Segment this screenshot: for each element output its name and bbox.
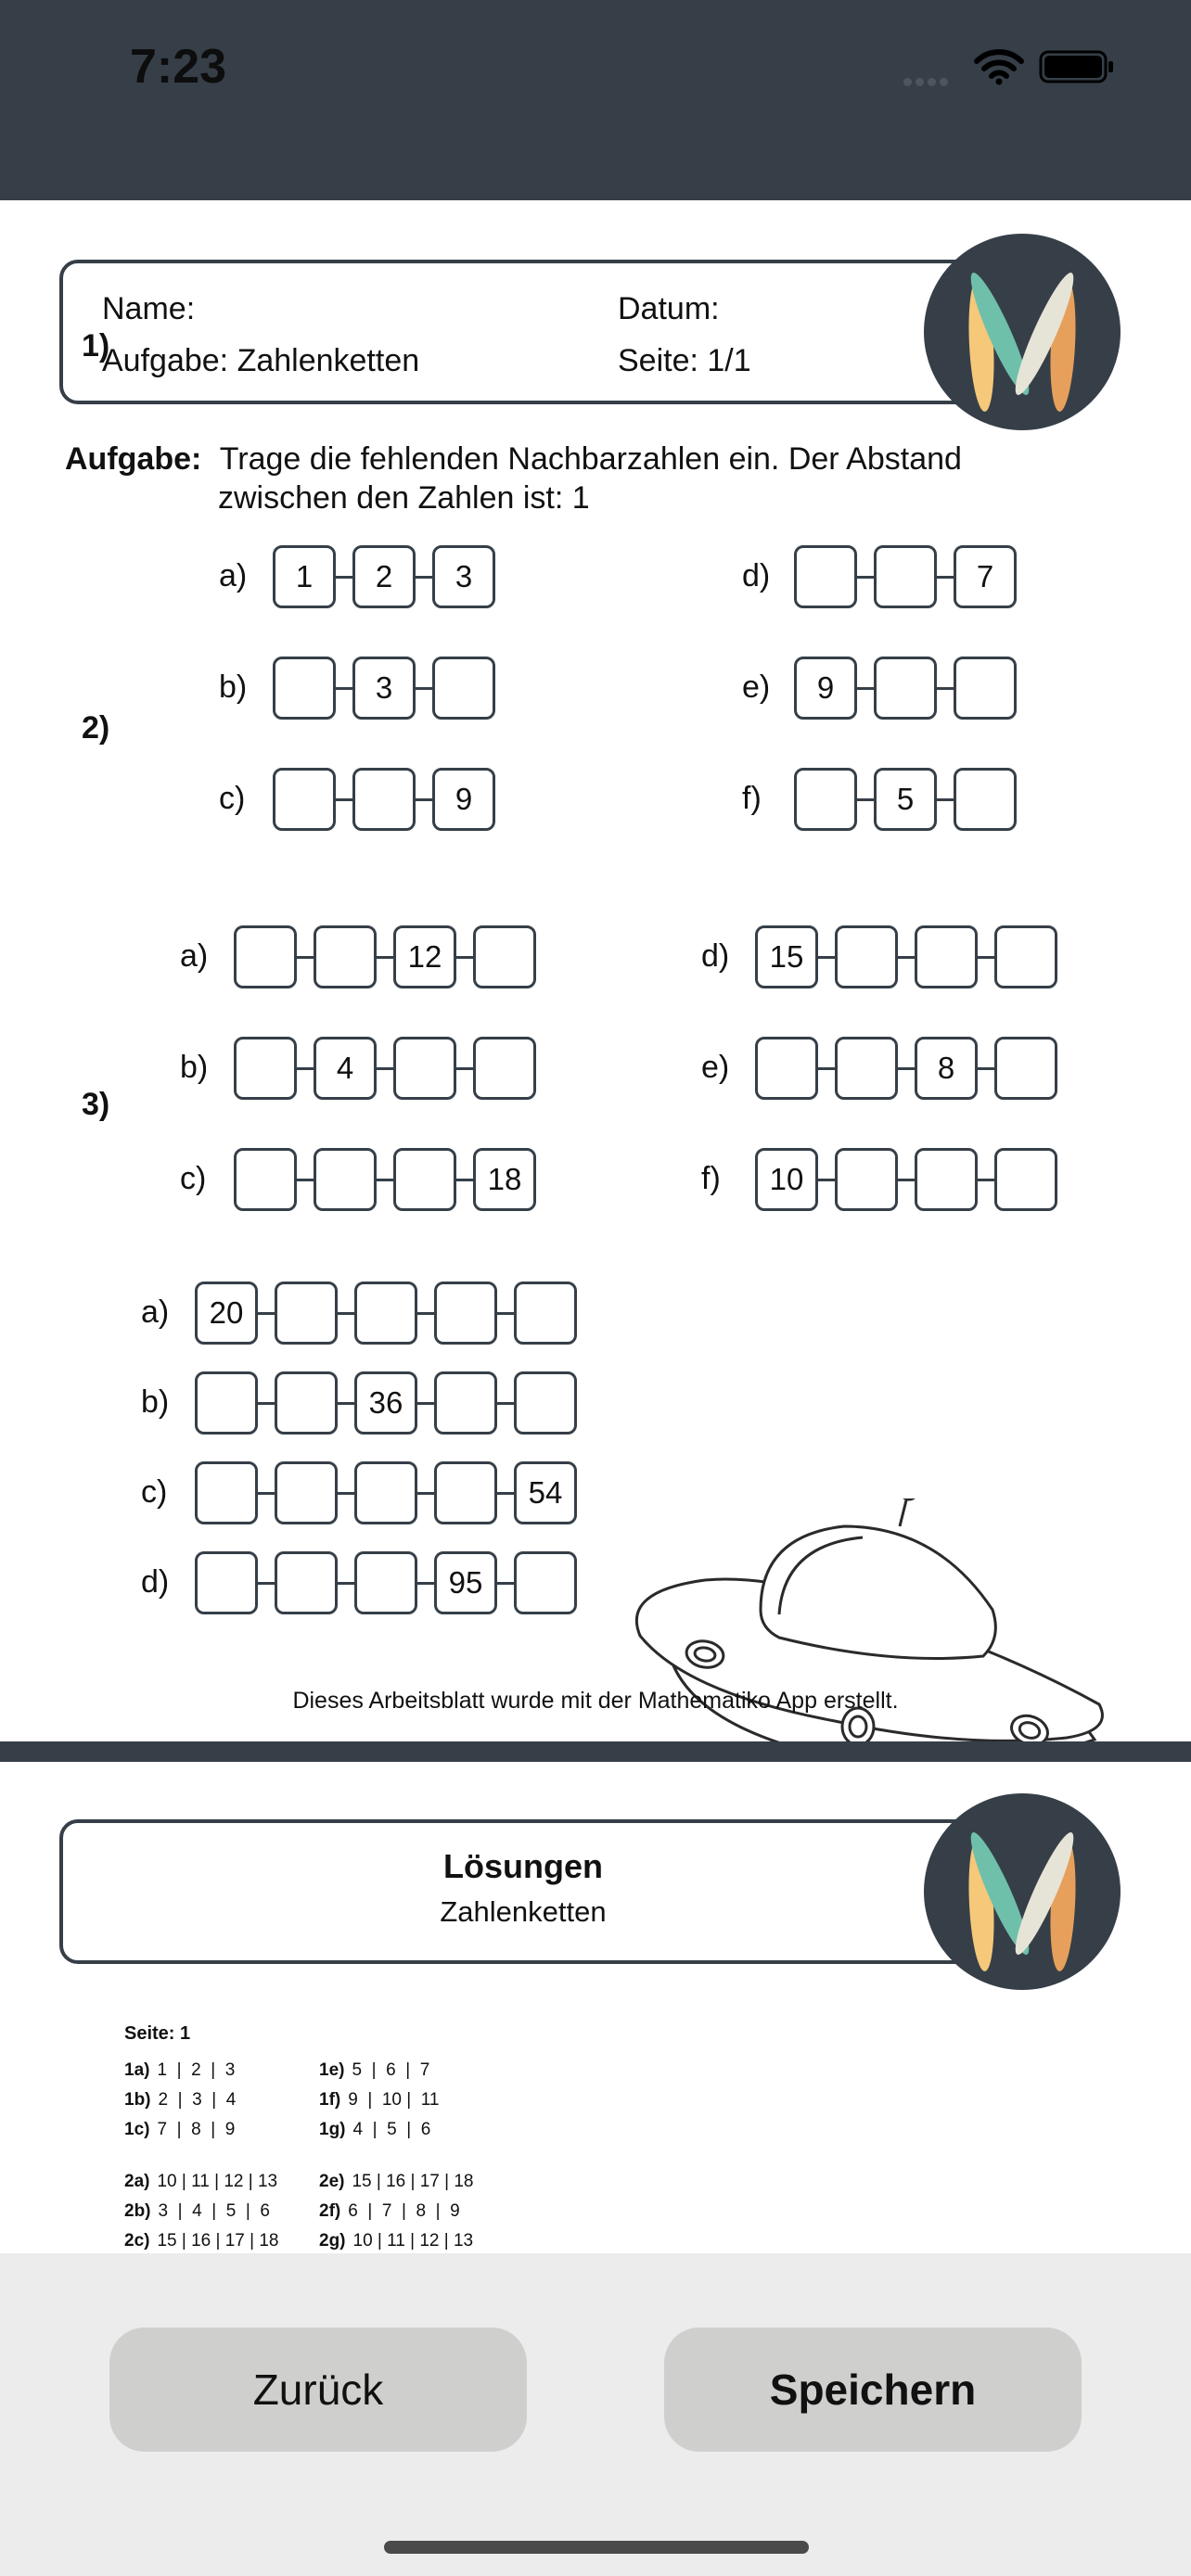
number-chain <box>755 925 1057 988</box>
date-label: Datum: <box>618 291 720 326</box>
chain-link <box>416 798 432 801</box>
chain-link <box>456 956 473 959</box>
chain-link <box>456 1067 473 1070</box>
number-chain <box>195 1461 577 1524</box>
solution-key: 1g) <box>319 2120 346 2139</box>
chain-link <box>338 1582 354 1585</box>
row-label: b) <box>219 670 248 705</box>
chain-cell <box>755 1037 818 1100</box>
chain-cell <box>473 925 536 988</box>
task-name: Aufgabe: Zahlenketten <box>102 343 420 378</box>
number-chain <box>755 1037 1057 1100</box>
row-label: b) <box>141 1384 170 1420</box>
chain-cell <box>514 1551 577 1614</box>
chain-link <box>297 1067 314 1070</box>
chain-link <box>898 1179 915 1181</box>
solution-line <box>319 2231 473 2251</box>
chain-cell <box>393 1148 456 1211</box>
chain-link <box>417 1402 434 1405</box>
solutions-header <box>59 1819 987 1964</box>
chain-cell: 15 <box>755 925 818 988</box>
chain-link <box>338 1492 354 1495</box>
worksheet-footer-note: Dieses Arbeitsblatt wurde mit der Mathematiko App erstellt. <box>292 1688 899 1714</box>
chain-link <box>297 956 314 959</box>
mathematiko-logo <box>924 234 1121 430</box>
chain-link <box>857 687 874 690</box>
chain-cell <box>195 1371 258 1435</box>
task-instruction-line-2: zwischen den Zahlen ist: 1 <box>218 480 590 516</box>
row-label: f) <box>701 1161 721 1196</box>
chain-link <box>417 1582 434 1585</box>
chain-link <box>338 1402 354 1405</box>
chain-cell: 54 <box>514 1461 577 1524</box>
number-chain <box>755 1148 1057 1211</box>
chain-cell <box>994 1037 1057 1100</box>
row-label: a) <box>180 938 209 974</box>
chain-cell <box>354 1461 417 1524</box>
chain-cell: 3 <box>432 545 495 608</box>
row-label: b) <box>180 1050 209 1085</box>
solution-key: 1a) <box>124 2060 150 2080</box>
chain-cell: 4 <box>314 1037 377 1100</box>
solution-values: 9 | 10 | 11 <box>348 2090 440 2110</box>
chain-link <box>336 687 352 690</box>
chain-link <box>857 576 874 579</box>
bottom-action-bar <box>0 2253 1191 2576</box>
solution-key: 1c) <box>124 2120 150 2139</box>
row-label: d) <box>701 938 730 974</box>
worksheet-page <box>0 200 1191 1741</box>
row-label: f) <box>742 781 762 816</box>
chain-cell <box>874 545 937 608</box>
solution-line <box>319 2060 429 2081</box>
chain-link <box>258 1402 275 1405</box>
solutions-page-number: Seite: 1 <box>124 2023 191 2044</box>
number-chain <box>794 545 1017 608</box>
solution-values: 4 | 5 | 6 <box>352 2120 431 2139</box>
chain-link <box>497 1582 514 1585</box>
battery-icon <box>1039 50 1115 83</box>
chain-cell <box>314 925 377 988</box>
status-bar <box>0 0 1191 200</box>
chain-cell: 10 <box>755 1148 818 1211</box>
solution-key: 2a) <box>124 2172 150 2191</box>
chain-cell <box>273 657 336 720</box>
solution-key: 1e) <box>319 2060 345 2080</box>
solution-line <box>124 2201 270 2222</box>
solution-values: 1 | 2 | 3 <box>157 2060 236 2080</box>
chain-cell <box>234 1148 297 1211</box>
chain-link <box>818 1179 835 1181</box>
chain-cell <box>195 1461 258 1524</box>
back-button[interactable]: Zurück <box>109 2327 527 2452</box>
status-time: 7:23 <box>130 40 227 94</box>
solutions-page <box>0 1762 1191 2253</box>
chain-link <box>416 576 432 579</box>
task-label: Aufgabe: <box>65 441 202 477</box>
chain-cell: 20 <box>195 1282 258 1345</box>
name-label: Name: <box>102 291 196 326</box>
solution-key: 2c) <box>124 2231 150 2251</box>
chain-cell <box>275 1461 338 1524</box>
worksheet-header <box>59 260 987 404</box>
chain-cell <box>994 925 1057 988</box>
number-chain <box>195 1371 577 1435</box>
solution-line <box>124 2060 235 2081</box>
chain-cell <box>835 1148 898 1211</box>
chain-cell <box>234 1037 297 1100</box>
chain-cell <box>195 1551 258 1614</box>
chain-cell <box>915 925 978 988</box>
chain-cell <box>354 1551 417 1614</box>
solution-line <box>124 2120 235 2140</box>
chain-link <box>377 956 393 959</box>
solution-line <box>319 2201 460 2222</box>
chain-link <box>937 798 954 801</box>
solution-values: 15 | 16 | 17 | 18 <box>157 2231 279 2251</box>
solution-values: 3 | 4 | 5 | 6 <box>158 2201 270 2221</box>
chain-link <box>258 1582 275 1585</box>
chain-link <box>377 1067 393 1070</box>
chain-cell <box>473 1037 536 1100</box>
chain-link <box>456 1179 473 1181</box>
number-chain <box>195 1551 577 1614</box>
chain-cell <box>393 1037 456 1100</box>
row-label: d) <box>742 558 771 593</box>
chain-link <box>377 1179 393 1181</box>
task-text: Trage die fehlenden Nachbarzahlen ein. Der Abstand <box>219 441 962 477</box>
section-number: 1) <box>82 328 110 363</box>
solution-key: 1b) <box>124 2090 151 2110</box>
mathematiko-logo <box>924 1793 1121 1990</box>
chain-cell: 2 <box>352 545 416 608</box>
number-chain <box>794 657 1017 720</box>
section-number: 3) <box>82 1087 110 1122</box>
solution-key: 2f) <box>319 2201 341 2221</box>
chain-cell <box>434 1461 497 1524</box>
chain-cell: 18 <box>473 1148 536 1211</box>
chain-cell: 9 <box>794 657 857 720</box>
chain-link <box>258 1492 275 1495</box>
chain-cell: 1 <box>273 545 336 608</box>
task-instruction-line-1 <box>65 441 962 478</box>
chain-cell <box>794 768 857 831</box>
cellular-signal-icon <box>903 74 952 91</box>
chain-cell <box>835 925 898 988</box>
chain-link <box>336 576 352 579</box>
chain-link <box>338 1312 354 1315</box>
chain-link <box>978 956 994 959</box>
number-chain <box>195 1282 577 1345</box>
chain-link <box>818 1067 835 1070</box>
chain-cell <box>794 545 857 608</box>
solution-line <box>124 2231 278 2251</box>
row-label: a) <box>219 558 248 593</box>
row-label: a) <box>141 1294 170 1330</box>
chain-link <box>898 1067 915 1070</box>
chain-link <box>416 687 432 690</box>
save-button[interactable]: Speichern <box>664 2327 1082 2452</box>
chain-cell <box>275 1551 338 1614</box>
chain-cell <box>432 657 495 720</box>
chain-cell: 3 <box>352 657 416 720</box>
chain-link <box>417 1312 434 1315</box>
number-chain <box>234 925 536 988</box>
number-chain <box>794 768 1017 831</box>
number-chain <box>273 768 495 831</box>
chain-cell: 7 <box>954 545 1017 608</box>
chain-cell <box>275 1371 338 1435</box>
chain-link <box>417 1492 434 1495</box>
solution-key: 2b) <box>124 2201 151 2221</box>
solution-key: 2g) <box>319 2231 346 2251</box>
number-chain <box>273 657 495 720</box>
chain-cell <box>514 1282 577 1345</box>
solutions-title: Lösungen <box>443 1847 603 1885</box>
solutions-subtitle: Zahlenketten <box>440 1895 607 1928</box>
solution-line <box>124 2172 277 2192</box>
chain-cell <box>354 1282 417 1345</box>
page-divider <box>0 1741 1191 1762</box>
row-label: c) <box>219 781 246 816</box>
section-number: 2) <box>82 710 110 746</box>
chain-cell: 8 <box>915 1037 978 1100</box>
solution-values: 15 | 16 | 17 | 18 <box>352 2172 474 2191</box>
row-label: c) <box>141 1474 168 1510</box>
chain-cell <box>874 657 937 720</box>
row-label: c) <box>180 1161 207 1196</box>
number-chain <box>273 545 495 608</box>
solution-values: 10 | 11 | 12 | 13 <box>157 2172 278 2191</box>
number-chain <box>234 1037 536 1100</box>
solution-line <box>124 2090 236 2111</box>
page-label: Seite: 1/1 <box>618 343 751 378</box>
chain-link <box>497 1402 514 1405</box>
row-label: e) <box>701 1050 730 1085</box>
solution-line <box>319 2172 473 2192</box>
home-indicator <box>384 2541 809 2554</box>
chain-cell <box>352 768 416 831</box>
chain-link <box>497 1492 514 1495</box>
chain-link <box>818 956 835 959</box>
solution-key: 1f) <box>319 2090 341 2110</box>
chain-cell <box>434 1282 497 1345</box>
chain-link <box>857 798 874 801</box>
wifi-icon <box>974 48 1024 85</box>
chain-link <box>898 956 915 959</box>
chain-cell <box>954 657 1017 720</box>
chain-cell <box>954 768 1017 831</box>
chain-cell <box>275 1282 338 1345</box>
row-label: e) <box>742 670 771 705</box>
solution-key: 2e) <box>319 2172 345 2191</box>
solution-values: 5 | 6 | 7 <box>352 2060 430 2080</box>
chain-link <box>937 687 954 690</box>
solution-values: 2 | 3 | 4 <box>158 2090 237 2110</box>
chain-cell <box>915 1148 978 1211</box>
solution-values: 10 | 11 | 12 | 13 <box>352 2231 474 2251</box>
chain-link <box>497 1312 514 1315</box>
chain-cell <box>273 768 336 831</box>
chain-link <box>336 798 352 801</box>
chain-link <box>258 1312 275 1315</box>
solution-values: 7 | 8 | 9 <box>157 2120 236 2139</box>
chain-cell: 95 <box>434 1551 497 1614</box>
solution-line <box>319 2090 439 2111</box>
chain-cell <box>994 1148 1057 1211</box>
chain-cell <box>835 1037 898 1100</box>
chain-cell: 36 <box>354 1371 417 1435</box>
solution-line <box>319 2120 430 2140</box>
chain-link <box>937 576 954 579</box>
row-label: d) <box>141 1564 170 1600</box>
chain-cell: 5 <box>874 768 937 831</box>
chain-cell: 9 <box>432 768 495 831</box>
chain-cell <box>314 1148 377 1211</box>
number-chain <box>234 1148 536 1211</box>
chain-cell <box>434 1371 497 1435</box>
solution-values: 6 | 7 | 8 | 9 <box>348 2201 460 2221</box>
chain-link <box>297 1179 314 1181</box>
chain-cell <box>514 1371 577 1435</box>
chain-cell <box>234 925 297 988</box>
chain-cell: 12 <box>393 925 456 988</box>
chain-link <box>978 1067 994 1070</box>
chain-link <box>978 1179 994 1181</box>
